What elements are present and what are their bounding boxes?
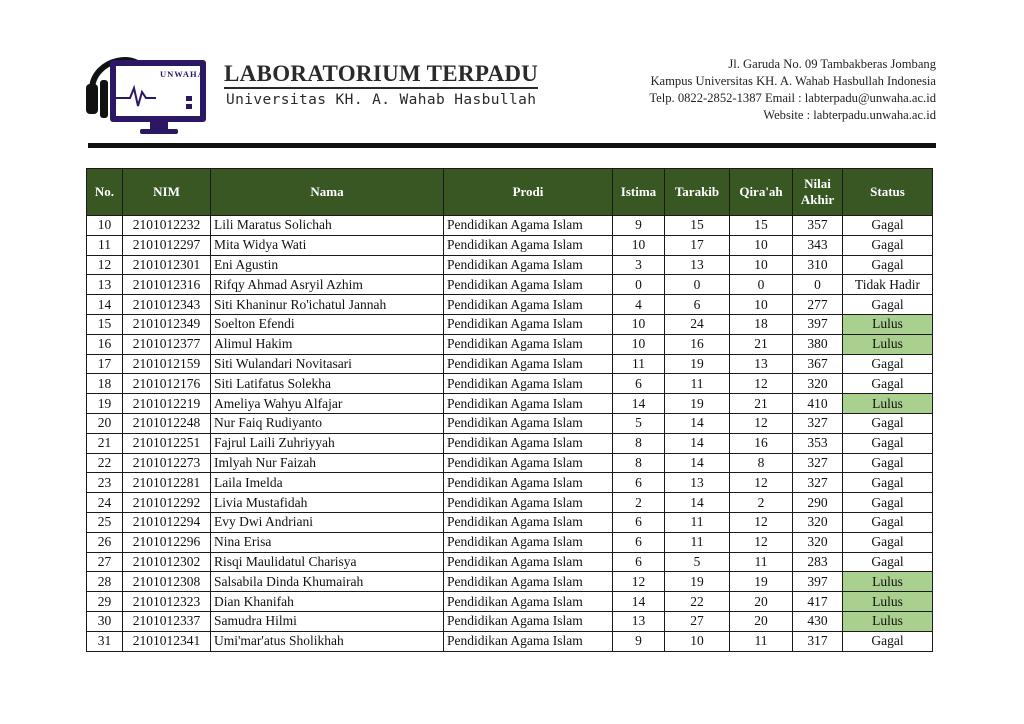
- cell-istima: 13: [613, 611, 665, 631]
- cell-no: 26: [87, 532, 123, 552]
- cell-qiraah: 15: [730, 216, 793, 236]
- col-header-nama: Nama: [211, 169, 444, 216]
- table-row: [87, 473, 933, 493]
- cell-istima: 10: [613, 334, 665, 354]
- cell-qiraah: 12: [730, 413, 793, 433]
- table-row: [87, 295, 933, 315]
- cell-no: 25: [87, 512, 123, 532]
- cell-prodi: Pendidikan Agama Islam: [444, 493, 613, 513]
- col-header-tarakib: Tarakib: [665, 169, 730, 216]
- cell-nilai-akhir: 353: [793, 433, 843, 453]
- cell-status: Gagal: [843, 295, 933, 315]
- cell-nama: Evy Dwi Andriani: [211, 512, 444, 532]
- cell-istima: 6: [613, 552, 665, 572]
- cell-qiraah: 20: [730, 592, 793, 612]
- cell-nim: 2101012251: [123, 433, 211, 453]
- cell-nim: 2101012159: [123, 354, 211, 374]
- cell-prodi: Pendidikan Agama Islam: [444, 611, 613, 631]
- cell-status: Lulus: [843, 611, 933, 631]
- table-body: [87, 216, 933, 652]
- cell-nama: Dian Khanifah: [211, 592, 444, 612]
- cell-nim: 2101012308: [123, 572, 211, 592]
- cell-nilai-akhir: 327: [793, 413, 843, 433]
- cell-nama: Salsabila Dinda Khumairah: [211, 572, 444, 592]
- cell-tarakib: 15: [665, 216, 730, 236]
- cell-no: 29: [87, 592, 123, 612]
- cell-status: Gagal: [843, 473, 933, 493]
- cell-qiraah: 12: [730, 473, 793, 493]
- cell-nama: Imlyah Nur Faizah: [211, 453, 444, 473]
- header-divider: [88, 143, 936, 148]
- table-row: [87, 235, 933, 255]
- cell-status: Tidak Hadir: [843, 275, 933, 295]
- cell-nilai-akhir: 430: [793, 611, 843, 631]
- cell-prodi: Pendidikan Agama Islam: [444, 255, 613, 275]
- cell-no: 12: [87, 255, 123, 275]
- cell-prodi: Pendidikan Agama Islam: [444, 512, 613, 532]
- cell-nim: 2101012297: [123, 235, 211, 255]
- cell-nilai-akhir: 343: [793, 235, 843, 255]
- col-header-istima: Istima: [613, 169, 665, 216]
- cell-istima: 14: [613, 592, 665, 612]
- cell-istima: 10: [613, 314, 665, 334]
- col-header-nilai-akhir: [793, 169, 843, 216]
- cell-no: 23: [87, 473, 123, 493]
- cell-tarakib: 14: [665, 413, 730, 433]
- cell-no: 27: [87, 552, 123, 572]
- cell-nilai-akhir: 327: [793, 453, 843, 473]
- cell-istima: 11: [613, 354, 665, 374]
- cell-nim: 2101012323: [123, 592, 211, 612]
- cell-istima: 6: [613, 473, 665, 493]
- cell-nama: Risqi Maulidatul Charisya: [211, 552, 444, 572]
- cell-tarakib: 19: [665, 354, 730, 374]
- cell-qiraah: 20: [730, 611, 793, 631]
- cell-tarakib: 14: [665, 493, 730, 513]
- cell-tarakib: 6: [665, 295, 730, 315]
- cell-status: Gagal: [843, 453, 933, 473]
- table-row: [87, 394, 933, 414]
- table-row: [87, 354, 933, 374]
- cell-status: Gagal: [843, 216, 933, 236]
- table-row: [87, 216, 933, 236]
- cell-istima: 6: [613, 374, 665, 394]
- cell-qiraah: 10: [730, 255, 793, 275]
- cell-no: 11: [87, 235, 123, 255]
- cell-qiraah: 11: [730, 631, 793, 651]
- cell-prodi: Pendidikan Agama Islam: [444, 314, 613, 334]
- col-header-nim: NIM: [123, 169, 211, 216]
- cell-status: Gagal: [843, 374, 933, 394]
- cell-no: 21: [87, 433, 123, 453]
- cell-status: Gagal: [843, 493, 933, 513]
- col-header-prodi: Prodi: [444, 169, 613, 216]
- cell-qiraah: 21: [730, 394, 793, 414]
- lab-title: LABORATORIUM TERPADU: [224, 62, 538, 89]
- cell-nilai-akhir: 380: [793, 334, 843, 354]
- cell-qiraah: 0: [730, 275, 793, 295]
- cell-tarakib: 14: [665, 433, 730, 453]
- cell-istima: 9: [613, 216, 665, 236]
- table-row: [87, 433, 933, 453]
- cell-nim: 2101012349: [123, 314, 211, 334]
- cell-nim: 2101012232: [123, 216, 211, 236]
- cell-tarakib: 24: [665, 314, 730, 334]
- cell-nim: 2101012248: [123, 413, 211, 433]
- cell-tarakib: 16: [665, 334, 730, 354]
- cell-nama: Rifqy Ahmad Asryil Azhim: [211, 275, 444, 295]
- table-row: [87, 611, 933, 631]
- cell-nim: 2101012281: [123, 473, 211, 493]
- cell-istima: 6: [613, 512, 665, 532]
- cell-no: 13: [87, 275, 123, 295]
- cell-tarakib: 19: [665, 394, 730, 414]
- cell-prodi: Pendidikan Agama Islam: [444, 354, 613, 374]
- cell-nim: 2101012219: [123, 394, 211, 414]
- cell-nama: Nur Faiq Rudiyanto: [211, 413, 444, 433]
- cell-nim: 2101012176: [123, 374, 211, 394]
- cell-qiraah: 10: [730, 295, 793, 315]
- cell-nama: Siti Khaninur Ro'ichatul Jannah: [211, 295, 444, 315]
- cell-istima: 4: [613, 295, 665, 315]
- cell-nama: Soelton Efendi: [211, 314, 444, 334]
- table-row: [87, 592, 933, 612]
- cell-nama: Umi'mar'atus Sholikhah: [211, 631, 444, 651]
- cell-nilai-akhir: 397: [793, 314, 843, 334]
- cell-nama: Livia Mustafidah: [211, 493, 444, 513]
- table-row: [87, 374, 933, 394]
- contact-block: [649, 56, 936, 124]
- cell-no: 19: [87, 394, 123, 414]
- cell-istima: 8: [613, 453, 665, 473]
- cell-status: Gagal: [843, 354, 933, 374]
- col-header-nilai-akhir-label: Nilai Akhir: [800, 176, 835, 207]
- cell-nilai-akhir: 290: [793, 493, 843, 513]
- cell-nilai-akhir: 310: [793, 255, 843, 275]
- cell-nama: Lili Maratus Solichah: [211, 216, 444, 236]
- cell-nilai-akhir: 0: [793, 275, 843, 295]
- cell-istima: 0: [613, 275, 665, 295]
- cell-qiraah: 18: [730, 314, 793, 334]
- contact-website: Website : labterpadu.unwaha.ac.id: [763, 108, 936, 122]
- cell-nama: Alimul Hakim: [211, 334, 444, 354]
- cell-prodi: Pendidikan Agama Islam: [444, 216, 613, 236]
- cell-nim: 2101012316: [123, 275, 211, 295]
- table-row: [87, 631, 933, 651]
- cell-no: 30: [87, 611, 123, 631]
- cell-nilai-akhir: 317: [793, 631, 843, 651]
- cell-tarakib: 10: [665, 631, 730, 651]
- lab-subtitle: Universitas KH. A. Wahab Hasbullah: [226, 92, 537, 108]
- cell-istima: 8: [613, 433, 665, 453]
- cell-status: Lulus: [843, 572, 933, 592]
- table-row: [87, 314, 933, 334]
- col-header-no: No.: [87, 169, 123, 216]
- cell-no: 18: [87, 374, 123, 394]
- cell-tarakib: 22: [665, 592, 730, 612]
- cell-qiraah: 16: [730, 433, 793, 453]
- cell-nilai-akhir: 283: [793, 552, 843, 572]
- results-table: [86, 168, 933, 652]
- cell-status: Lulus: [843, 314, 933, 334]
- cell-prodi: Pendidikan Agama Islam: [444, 394, 613, 414]
- table-row: [87, 334, 933, 354]
- cell-nama: Fajrul Laili Zuhriyyah: [211, 433, 444, 453]
- cell-nama: Samudra Hilmi: [211, 611, 444, 631]
- cell-tarakib: 14: [665, 453, 730, 473]
- cell-prodi: Pendidikan Agama Islam: [444, 413, 613, 433]
- cell-istima: 14: [613, 394, 665, 414]
- cell-tarakib: 13: [665, 473, 730, 493]
- cell-nilai-akhir: 277: [793, 295, 843, 315]
- table-row: [87, 552, 933, 572]
- cell-no: 14: [87, 295, 123, 315]
- cell-nim: 2101012273: [123, 453, 211, 473]
- table-row: [87, 532, 933, 552]
- table-row: [87, 275, 933, 295]
- table-row: [87, 453, 933, 473]
- cell-nim: 2101012341: [123, 631, 211, 651]
- table-row: [87, 413, 933, 433]
- cell-nim: 2101012301: [123, 255, 211, 275]
- cell-qiraah: 12: [730, 512, 793, 532]
- cell-status: Lulus: [843, 334, 933, 354]
- cell-tarakib: 5: [665, 552, 730, 572]
- cell-status: Lulus: [843, 592, 933, 612]
- cell-prodi: Pendidikan Agama Islam: [444, 334, 613, 354]
- cell-nim: 2101012337: [123, 611, 211, 631]
- cell-qiraah: 11: [730, 552, 793, 572]
- cell-no: 20: [87, 413, 123, 433]
- cell-nilai-akhir: 320: [793, 374, 843, 394]
- cell-prodi: Pendidikan Agama Islam: [444, 433, 613, 453]
- cell-no: 31: [87, 631, 123, 651]
- cell-nilai-akhir: 397: [793, 572, 843, 592]
- cell-nilai-akhir: 327: [793, 473, 843, 493]
- cell-status: Gagal: [843, 512, 933, 532]
- cell-tarakib: 27: [665, 611, 730, 631]
- cell-no: 15: [87, 314, 123, 334]
- cell-nim: 2101012296: [123, 532, 211, 552]
- cell-status: Gagal: [843, 433, 933, 453]
- cell-prodi: Pendidikan Agama Islam: [444, 631, 613, 651]
- cell-status: Gagal: [843, 552, 933, 572]
- cell-nama: Laila Imelda: [211, 473, 444, 493]
- table-row: [87, 255, 933, 275]
- cell-nim: 2101012343: [123, 295, 211, 315]
- cell-no: 28: [87, 572, 123, 592]
- cell-qiraah: 19: [730, 572, 793, 592]
- table-header-row: [87, 169, 933, 216]
- cell-status: Gagal: [843, 413, 933, 433]
- cell-istima: 5: [613, 413, 665, 433]
- cell-prodi: Pendidikan Agama Islam: [444, 572, 613, 592]
- cell-nama: Mita Widya Wati: [211, 235, 444, 255]
- cell-nilai-akhir: 417: [793, 592, 843, 612]
- table-row: [87, 512, 933, 532]
- cell-istima: 2: [613, 493, 665, 513]
- cell-tarakib: 0: [665, 275, 730, 295]
- cell-qiraah: 21: [730, 334, 793, 354]
- cell-nama: Eni Agustin: [211, 255, 444, 275]
- contact-phone-email: Telp. 0822-2852-1387 Email : labterpadu@unwaha.ac.id: [649, 91, 936, 105]
- cell-nilai-akhir: 367: [793, 354, 843, 374]
- cell-prodi: Pendidikan Agama Islam: [444, 235, 613, 255]
- cell-qiraah: 13: [730, 354, 793, 374]
- cell-istima: 12: [613, 572, 665, 592]
- cell-nama: Ameliya Wahyu Alfajar: [211, 394, 444, 414]
- table-row: [87, 493, 933, 513]
- cell-nim: 2101012377: [123, 334, 211, 354]
- cell-prodi: Pendidikan Agama Islam: [444, 374, 613, 394]
- cell-qiraah: 10: [730, 235, 793, 255]
- cell-no: 10: [87, 216, 123, 236]
- cell-no: 16: [87, 334, 123, 354]
- cell-tarakib: 11: [665, 374, 730, 394]
- cell-tarakib: 13: [665, 255, 730, 275]
- cell-tarakib: 17: [665, 235, 730, 255]
- cell-no: 24: [87, 493, 123, 513]
- cell-istima: 9: [613, 631, 665, 651]
- cell-prodi: Pendidikan Agama Islam: [444, 453, 613, 473]
- cell-qiraah: 12: [730, 374, 793, 394]
- cell-nama: Nina Erisa: [211, 532, 444, 552]
- cell-prodi: Pendidikan Agama Islam: [444, 592, 613, 612]
- cell-status: Gagal: [843, 235, 933, 255]
- cell-nim: 2101012294: [123, 512, 211, 532]
- cell-nilai-akhir: 320: [793, 512, 843, 532]
- cell-no: 17: [87, 354, 123, 374]
- cell-nilai-akhir: 320: [793, 532, 843, 552]
- cell-nim: 2101012302: [123, 552, 211, 572]
- cell-status: Gagal: [843, 532, 933, 552]
- col-header-qiraah: Qira'ah: [730, 169, 793, 216]
- cell-prodi: Pendidikan Agama Islam: [444, 473, 613, 493]
- cell-istima: 3: [613, 255, 665, 275]
- logo-text: UNWAHA: [160, 69, 205, 79]
- cell-tarakib: 19: [665, 572, 730, 592]
- cell-qiraah: 2: [730, 493, 793, 513]
- table-row: [87, 572, 933, 592]
- cell-prodi: Pendidikan Agama Islam: [444, 552, 613, 572]
- cell-status: Gagal: [843, 255, 933, 275]
- cell-nama: Siti Latifatus Solekha: [211, 374, 444, 394]
- cell-istima: 6: [613, 532, 665, 552]
- cell-nama: Siti Wulandari Novitasari: [211, 354, 444, 374]
- cell-nilai-akhir: 410: [793, 394, 843, 414]
- cell-tarakib: 11: [665, 532, 730, 552]
- cell-istima: 10: [613, 235, 665, 255]
- contact-campus: Kampus Universitas KH. A. Wahab Hasbullah Indonesia: [650, 74, 936, 88]
- contact-address: Jl. Garuda No. 09 Tambakberas Jombang: [728, 57, 936, 71]
- cell-prodi: Pendidikan Agama Islam: [444, 295, 613, 315]
- cell-qiraah: 8: [730, 453, 793, 473]
- cell-nim: 2101012292: [123, 493, 211, 513]
- cell-tarakib: 11: [665, 512, 730, 532]
- cell-prodi: Pendidikan Agama Islam: [444, 275, 613, 295]
- cell-no: 22: [87, 453, 123, 473]
- cell-status: Gagal: [843, 631, 933, 651]
- col-header-status: Status: [843, 169, 933, 216]
- lab-logo: [86, 40, 208, 136]
- cell-nilai-akhir: 357: [793, 216, 843, 236]
- cell-status: Lulus: [843, 394, 933, 414]
- cell-qiraah: 12: [730, 532, 793, 552]
- cell-prodi: Pendidikan Agama Islam: [444, 532, 613, 552]
